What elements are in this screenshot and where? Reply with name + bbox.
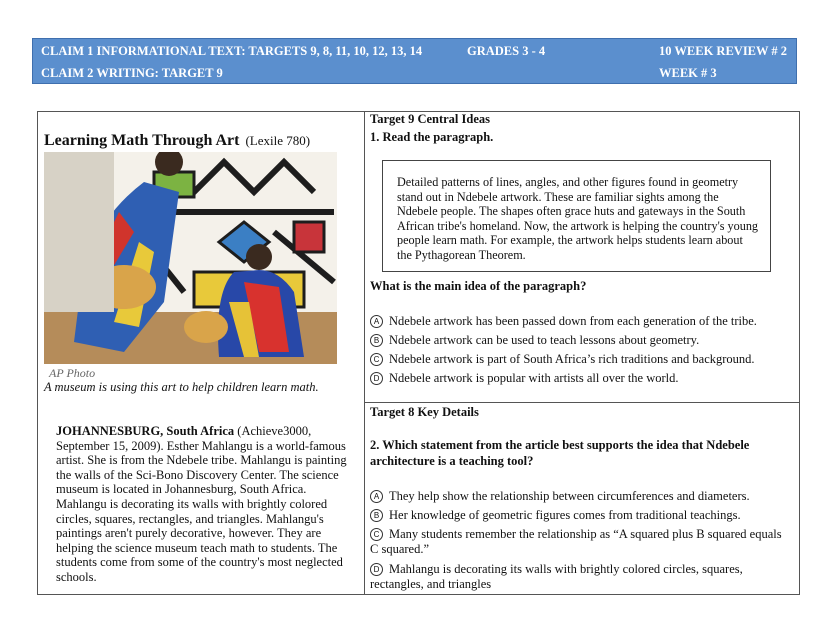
q2-section-title: Target 8 Key Details: [370, 405, 479, 419]
grades-label: GRADES 3 - 4: [467, 44, 546, 58]
q1-option-b[interactable]: B Ndebele artwork can be used to teach lessons about geometry.: [370, 333, 699, 348]
q2-option-a[interactable]: A They help show the relationship between circumferences and diameters.: [370, 489, 750, 504]
article-photo: [44, 152, 337, 364]
week-label: WEEK # 3: [659, 66, 717, 80]
passage-text: Detailed patterns of lines, angles, and other figures found in geometry stand out in Ndebele artwork. These are familiar sights among the Ndebele people. The shapes often grace huts and gateways in the South African tribe's homeland. Now, the artwork is helping the country's young people learn math. For example, the artwork helps students learn about the Pythagorean Theorem.: [397, 175, 759, 262]
option-b-bubble[interactable]: B: [370, 334, 383, 347]
option-c-bubble[interactable]: C: [370, 528, 383, 541]
lexile-label: (Lexile 780): [245, 133, 311, 148]
option-d-bubble[interactable]: D: [370, 372, 383, 385]
question-divider: [364, 402, 800, 403]
q2-option-b[interactable]: B Her knowledge of geometric figures comes from traditional teachings.: [370, 508, 741, 523]
article-text: (Achieve3000, September 15, 2009). Esther Mahlangu is a world-famous artist. She is from the Ndebele tribe. Mahlangu is painting the walls of the Sci-Bono Discovery Center. The science museum is located in Johannesburg, South Africa. Mahlangu is decorating its walls with brightly colored circles, squares, rectangles, and triangles. Mahlangu's paintings aren't purely decorative, however. They are helping the science museum teach math to students. The students come from some of the country's most neglected schools.: [56, 424, 347, 584]
ndebele-mural-photo: [44, 152, 337, 364]
option-a-bubble[interactable]: A: [370, 490, 383, 503]
photo-caption: A museum is using this art to help children learn math.: [44, 380, 319, 394]
q1-option-a[interactable]: A Ndebele artwork has been passed down from each generation of the tribe.: [370, 314, 757, 329]
q1-option-c[interactable]: C Ndebele artwork is part of South Africa’s rich traditions and background.: [370, 352, 755, 367]
q1-question: What is the main idea of the paragraph?: [370, 279, 587, 293]
q1-section-title: Target 9 Central Ideas: [370, 112, 491, 126]
claim2-label: CLAIM 2 WRITING: TARGET 9: [41, 66, 223, 80]
q2-option-d[interactable]: D Mahlangu is decorating its walls with brightly colored circles, squares, rectangles, and triangles: [370, 562, 743, 591]
option-a-bubble[interactable]: A: [370, 315, 383, 328]
q1-option-d[interactable]: D Ndebele artwork is popular with artists all over the world.: [370, 371, 679, 386]
header-banner: [32, 38, 797, 84]
article-dateline: JOHANNESBURG, South Africa: [56, 424, 235, 438]
option-b-bubble[interactable]: B: [370, 509, 383, 522]
article-body: [56, 424, 352, 585]
claim1-label: CLAIM 1 INFORMATIONAL TEXT: TARGETS 9, 8, 11, 10, 12, 13, 14: [41, 44, 423, 58]
option-d-bubble[interactable]: D: [370, 563, 383, 576]
q2-question: 2. Which statement from the article best supports the idea that Ndebele architecture is a teaching tool?: [370, 438, 750, 468]
q1-prompt: 1. Read the paragraph.: [370, 130, 494, 144]
review-label: 10 WEEK REVIEW # 2: [659, 44, 788, 58]
option-c-bubble[interactable]: C: [370, 353, 383, 366]
photo-credit: AP Photo: [49, 366, 96, 380]
q2-option-c[interactable]: C Many students remember the relationship as “A squared plus B squared equals C squared.”: [370, 527, 782, 556]
article-title: Learning Math Through Art (Lexile 780): [44, 132, 311, 149]
column-divider: [364, 111, 365, 595]
